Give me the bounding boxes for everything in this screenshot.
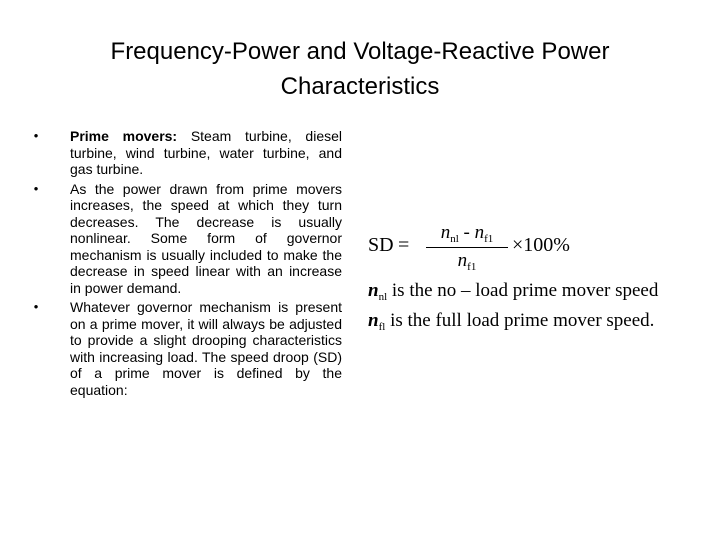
fraction-numerator: $n_{nl} - n_{f1}$ [440,222,494,245]
times-percent: ×100% [512,234,570,256]
equals-sign: = [398,234,410,256]
bullet-dot-icon: • [33,180,39,196]
title-line-2: Characteristics [280,73,440,100]
full-load-definition: $n_{fl}$ is the full load prime mover speed. [368,310,655,333]
sd-formula [368,222,688,274]
bullet-dot-icon: • [33,299,39,314]
bullet-list [30,128,342,401]
fraction-bar [426,247,508,248]
fraction [426,222,508,274]
no-load-definition: $n_{nl}$ is the no – load prime mover speed [368,280,659,303]
bullet-body: Whatever governor mechanism is present on a prime mover, it will always be adjusted to provide a slight drooping characteristics with increasing load. The speed droop (SD) of a prime mover is defined by the equation: [70,299,342,398]
bullet-item [30,128,342,178]
bullet-item [30,299,342,398]
speed-droop-equation [366,218,706,338]
bullet-lead: Prime movers: [70,128,178,144]
bullet-item [30,181,342,297]
bullet-body: As the power drawn from prime movers increases, the speed at which they turn decreases. The decrease is usually nonlinear. Some form of governor mechanism is usually included to make the decrease in speed linear with an increase in power demand. [70,180,342,296]
bullet-dot-icon: • [33,128,39,143]
fraction-denominator: $n_{f1}$ [457,250,477,273]
bullet-body: Steam turbine, diesel turbine, wind turbine, water turbine, and gas turbine. [70,128,342,177]
sd-symbol: SD [368,234,394,256]
title-line-1: Frequency-Power and Voltage-Reactive Power [110,38,610,65]
slide-title [40,34,680,104]
